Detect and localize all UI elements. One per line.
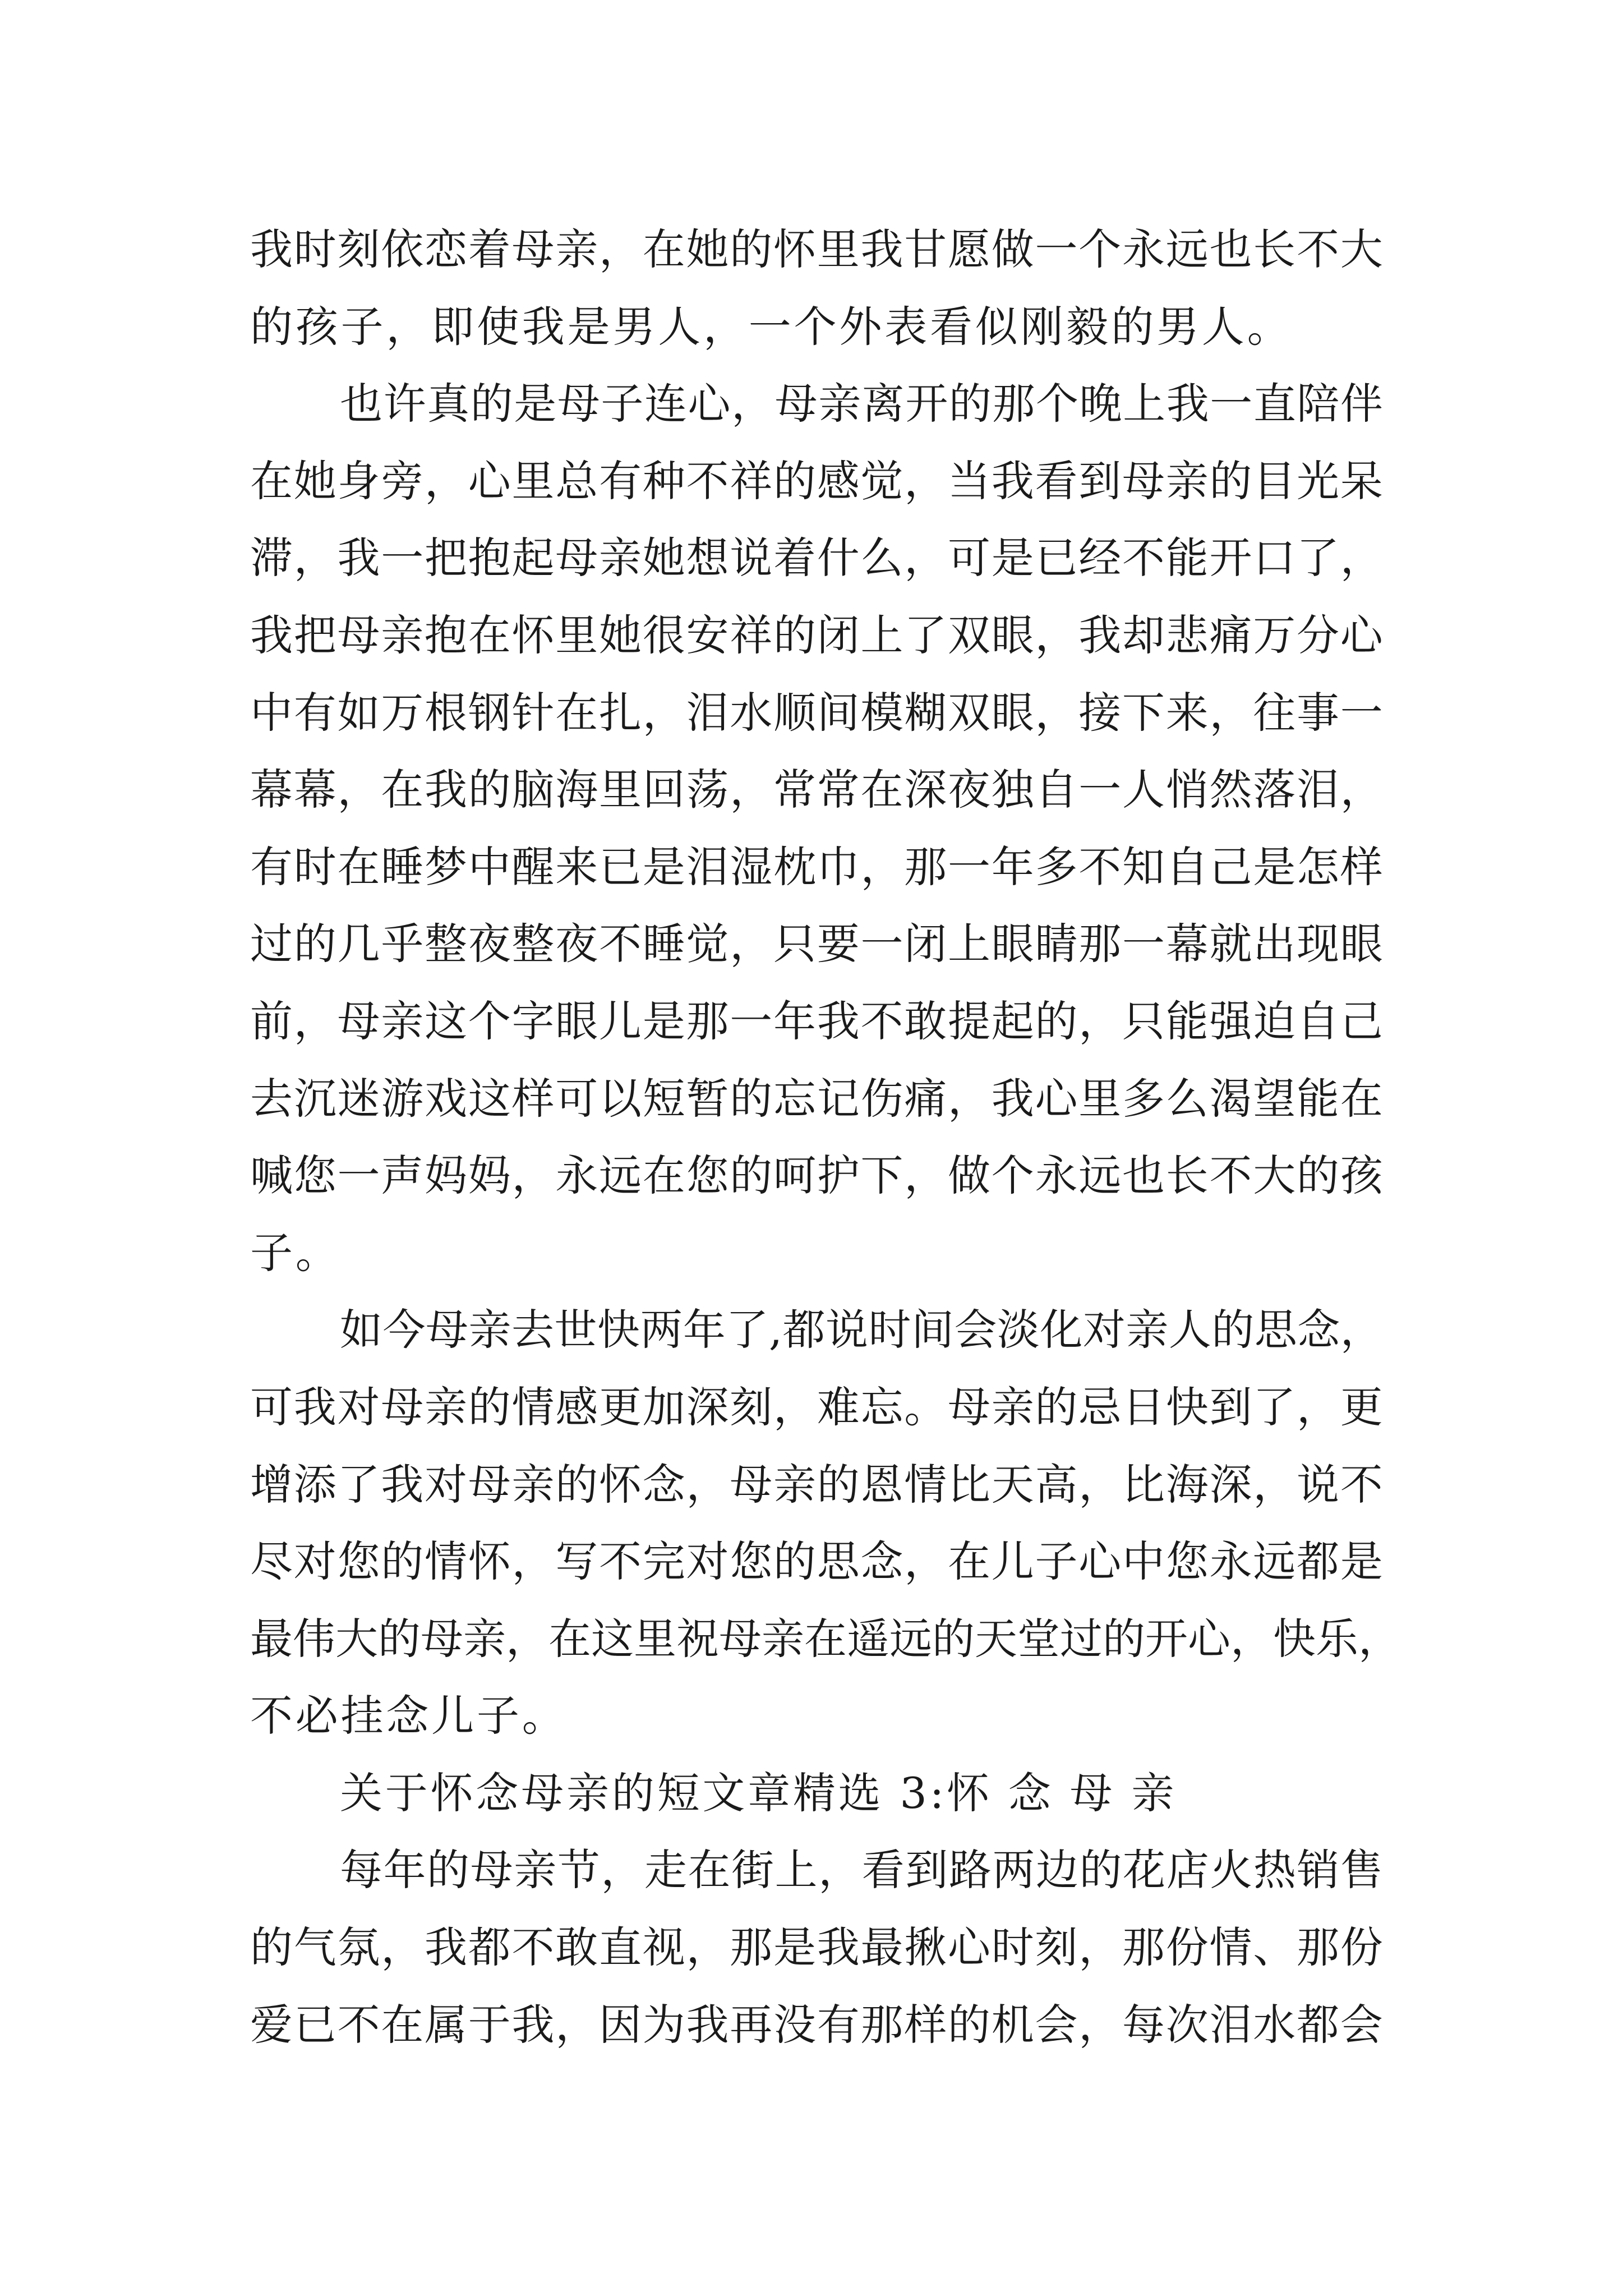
- text-line: 前 ， 母 亲 这 个 字 眼 儿 是 那 一 年 我 不 敢 提 起 的 ， 只 能 强 迫 自 己: [250, 996, 1383, 1046]
- text-line: 的 气 氛 ， 我 都 不 敢 直 视 ， 那 是 我 最 揪 心 时 刻 ， 那 份 情 、 那 份: [250, 1922, 1383, 1973]
- text-line: 最 伟 大 的 母 亲 ， 在 这 里 祝 母 亲 在 遥 远 的 天 堂 过 的 开 心 ， 快 乐 ，: [250, 1613, 1401, 1664]
- text-line: 增 添 了 我 对 母 亲 的 怀 念 ， 母 亲 的 恩 情 比 天 高 ， 比 海 深 ， 说 不: [250, 1459, 1383, 1510]
- text-line: 滞 ， 我 一 把 抱 起 母 亲 她 想 说 着 什 么 ， 可 是 已 经 不 能 开 口 了 ，: [250, 533, 1383, 583]
- text-line: 不必挂念儿子。: [250, 1691, 568, 1741]
- text-line: 每 年 的 母 亲 节 ， 走 在 街 上 ， 看 到 路 两 边 的 花 店 火 热 销 售: [340, 1845, 1383, 1895]
- text-line: 如 今 母 亲 去 世 快 两 年 了 , 都 说 时 间 会 淡 化 对 亲 人 的 思 念 ，: [340, 1305, 1383, 1355]
- text-line: 在 她 身 旁 ， 心 里 总 有 种 不 祥 的 感 觉 ， 当 我 看 到 母 亲 的 目 光 呆: [250, 455, 1383, 506]
- text-line: 可 我 对 母 亲 的 情 感 更 加 深 刻 ， 难 忘 。 母 亲 的 忌 日 快 到 了 ， 更: [250, 1382, 1383, 1432]
- text-line: 过 的 几 乎 整 夜 整 夜 不 睡 觉 ， 只 要 一 闭 上 眼 睛 那 一 幕 就 出 现 眼: [250, 919, 1383, 969]
- text-line: 也 许 真 的 是 母 子 连 心 ， 母 亲 离 开 的 那 个 晚 上 我 一 直 陪 伴: [340, 379, 1383, 429]
- text-line: 幕 幕 ， 在 我 的 脑 海 里 回 荡 ， 常 常 在 深 夜 独 自 一 人 悄 然 落 泪 ，: [250, 765, 1383, 815]
- body-text: [250, 211, 1401, 2063]
- text-line: 爱 已 不 在 属 于 我 ， 因 为 我 再 没 有 那 样 的 机 会 ， 每 次 泪 水 都 会: [250, 1999, 1383, 2050]
- text-line: 有 时 在 睡 梦 中 醒 来 已 是 泪 湿 枕 巾 ， 那 一 年 多 不 知 自 己 是 怎 样: [250, 841, 1383, 892]
- text-line: 尽 对 您 的 情 怀 ， 写 不 完 对 您 的 思 念 ， 在 儿 子 心 中 您 永 远 都 是: [250, 1536, 1383, 1587]
- text-line: 我 把 母 亲 抱 在 怀 里 她 很 安 祥 的 闭 上 了 双 眼 ， 我 却 悲 痛 万 分 心: [250, 610, 1383, 660]
- text-line: 关于怀念母亲的短文章精选 3:怀 念 母 亲: [340, 1768, 1177, 1818]
- text-line: 子。: [250, 1227, 341, 1278]
- text-line: 我 时 刻 依 恋 着 母 亲 ， 在 她 的 怀 里 我 甘 愿 做 一 个 永 远 也 长 不 大: [250, 224, 1383, 274]
- text-line: 中 有 如 万 根 钢 针 在 扎 ， 泪 水 顺 间 模 糊 双 眼 ， 接 下 来 ， 往 事 一: [250, 687, 1383, 738]
- text-line: 的孩子，即使我是男人，一个外表看似刚毅的男人。: [250, 301, 1293, 352]
- text-line: 喊 您 一 声 妈 妈 ， 永 远 在 您 的 呵 护 下 ， 做 个 永 远 也 长 不 大 的 孩: [250, 1151, 1383, 1201]
- text-line: 去 沉 迷 游 戏 这 样 可 以 短 暂 的 忘 记 伤 痛 ， 我 心 里 多 么 渴 望 能 在: [250, 1073, 1383, 1124]
